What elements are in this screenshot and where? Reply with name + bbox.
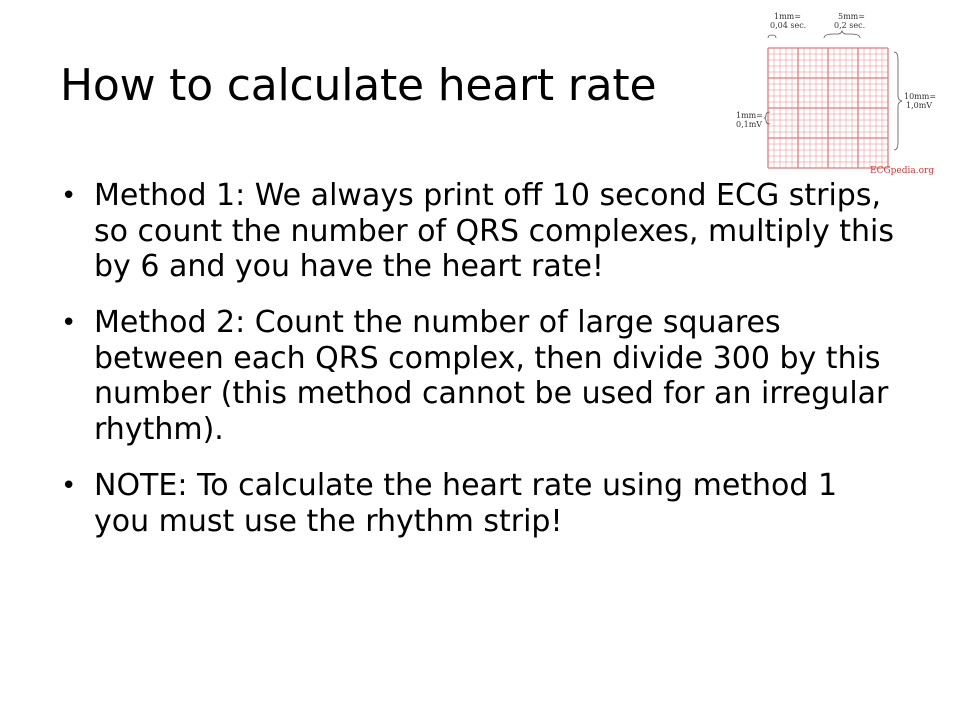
bullet-method-2 [60, 305, 900, 448]
label-small-volt-2: 0,1mV [736, 120, 763, 129]
bullet-method-1 [60, 178, 900, 285]
bracket-large-volt [894, 52, 902, 150]
label-small-volt-1: 1mm= [736, 111, 763, 120]
bullet-note [60, 468, 900, 539]
label-large-time-1: 5mm= [838, 12, 865, 21]
bracket-large-time [824, 31, 860, 38]
label-small-time-2: 0,04 sec. [770, 21, 807, 30]
label-large-time-2: 0,2 sec. [834, 21, 866, 30]
bullet-dot-icon: • [61, 181, 77, 211]
label-large-volt-1: 10mm= [904, 92, 937, 101]
ecg-paper-grid [768, 48, 888, 168]
label-large-volt-2: 1,0mV [906, 101, 933, 110]
slide-title: How to calculate heart rate [60, 60, 657, 111]
bullet-text: NOTE: To calculate the heart rate using method 1 you must use the rhythm strip! [94, 467, 838, 539]
ecg-grid-svg [720, 8, 960, 176]
bullet-text: Method 1: We always print off 10 second ECG strips, so count the number of QRS complexes, multiply this by 6 and you have the heart rate! [94, 178, 895, 285]
bullet-dot-icon: • [61, 308, 77, 339]
ecgpedia-logo: ECGpedia.org [870, 166, 935, 176]
bullet-list [60, 178, 900, 559]
bracket-small-time [768, 35, 776, 38]
bullet-dot-icon: • [61, 470, 77, 501]
bullet-text: Method 2: Count the number of large squares between each QRS complex, then divide 300 by this number (this method cannot be used for an irregular rhythm). [94, 305, 889, 448]
label-small-time-1: 1mm= [774, 12, 801, 21]
ecg-grid-figure [720, 8, 960, 176]
